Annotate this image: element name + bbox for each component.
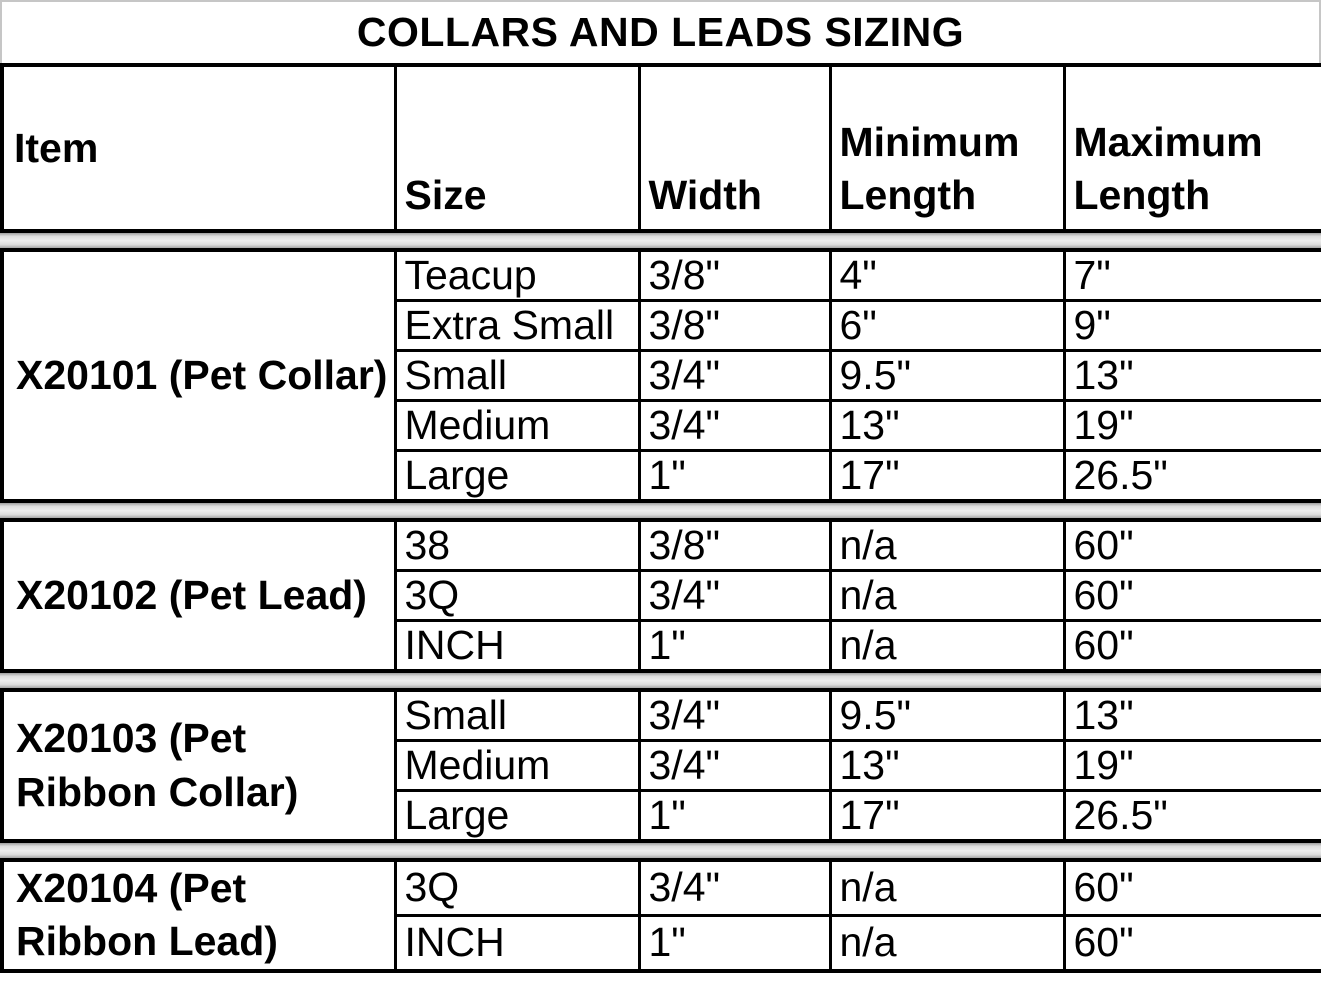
size-cell: INCH — [395, 621, 639, 672]
header-row — [2, 65, 1321, 231]
column-header-item: Item — [2, 65, 395, 231]
max-length-cell: 60" — [1064, 621, 1321, 672]
header-table — [0, 63, 1321, 233]
table-title: COLLARS AND LEADS SIZING — [356, 9, 965, 55]
max-length-cell: 60" — [1064, 915, 1321, 970]
min-length-cell: 13" — [830, 741, 1064, 791]
section-divider — [0, 233, 1321, 248]
section-divider — [0, 503, 1321, 518]
size-cell: Large — [395, 791, 639, 842]
max-length-cell: 60" — [1064, 860, 1321, 915]
max-length-cell: 7" — [1064, 250, 1321, 301]
width-cell: 3/8" — [639, 301, 830, 351]
section-table-x20104 — [0, 858, 1321, 973]
width-cell: 3/4" — [639, 860, 830, 915]
min-length-cell: 4" — [830, 250, 1064, 301]
width-cell: 3/8" — [639, 250, 830, 301]
item-cell-x20104: X20104 (Pet Ribbon Lead) — [2, 860, 395, 971]
section-table-x20102 — [0, 518, 1321, 673]
width-cell: 3/4" — [639, 571, 830, 621]
max-length-cell: 26.5" — [1064, 791, 1321, 842]
min-length-cell: n/a — [830, 915, 1064, 970]
width-cell: 1" — [639, 791, 830, 842]
size-cell: Medium — [395, 401, 639, 451]
min-length-cell: 9.5" — [830, 690, 1064, 741]
width-cell: 1" — [639, 915, 830, 970]
max-length-cell: 19" — [1064, 401, 1321, 451]
section-divider — [0, 673, 1321, 688]
column-header-size: Size — [395, 65, 639, 231]
min-length-cell: 13" — [830, 401, 1064, 451]
section-divider — [0, 843, 1321, 858]
width-cell: 3/8" — [639, 520, 830, 571]
width-cell: 3/4" — [639, 690, 830, 741]
min-length-cell: n/a — [830, 520, 1064, 571]
size-cell: 3Q — [395, 860, 639, 915]
max-length-cell: 60" — [1064, 571, 1321, 621]
size-cell: Extra Small — [395, 301, 639, 351]
item-cell-x20102: X20102 (Pet Lead) — [2, 520, 395, 671]
size-cell: Small — [395, 690, 639, 741]
table-row — [2, 690, 1321, 741]
size-cell: Large — [395, 451, 639, 502]
item-cell-x20103: X20103 (Pet Ribbon Collar) — [2, 690, 395, 841]
max-length-cell: 13" — [1064, 351, 1321, 401]
max-length-cell: 60" — [1064, 520, 1321, 571]
column-header-width: Width — [639, 65, 830, 231]
max-length-cell: 13" — [1064, 690, 1321, 741]
column-header-minimum-length: Minimum Length — [830, 65, 1064, 231]
table-row — [2, 860, 1321, 915]
width-cell: 3/4" — [639, 741, 830, 791]
width-cell: 1" — [639, 621, 830, 672]
size-cell: Medium — [395, 741, 639, 791]
width-cell: 1" — [639, 451, 830, 502]
max-length-cell: 26.5" — [1064, 451, 1321, 502]
min-length-cell: 9.5" — [830, 351, 1064, 401]
section-table-x20101 — [0, 248, 1321, 503]
item-cell-x20101: X20101 (Pet Collar) — [2, 250, 395, 501]
width-cell: 3/4" — [639, 351, 830, 401]
min-length-cell: 17" — [830, 451, 1064, 502]
max-length-cell: 19" — [1064, 741, 1321, 791]
table-row — [2, 520, 1321, 571]
table-row — [2, 250, 1321, 301]
size-cell: Small — [395, 351, 639, 401]
size-cell: 38 — [395, 520, 639, 571]
section-table-x20103 — [0, 688, 1321, 843]
min-length-cell: n/a — [830, 860, 1064, 915]
min-length-cell: 6" — [830, 301, 1064, 351]
size-cell: 3Q — [395, 571, 639, 621]
min-length-cell: n/a — [830, 621, 1064, 672]
max-length-cell: 9" — [1064, 301, 1321, 351]
column-header-maximum-length: Maximum Length — [1064, 65, 1321, 231]
size-cell: Teacup — [395, 250, 639, 301]
min-length-cell: 17" — [830, 791, 1064, 842]
width-cell: 3/4" — [639, 401, 830, 451]
min-length-cell: n/a — [830, 571, 1064, 621]
size-cell: INCH — [395, 915, 639, 970]
table-title-box — [0, 0, 1321, 63]
